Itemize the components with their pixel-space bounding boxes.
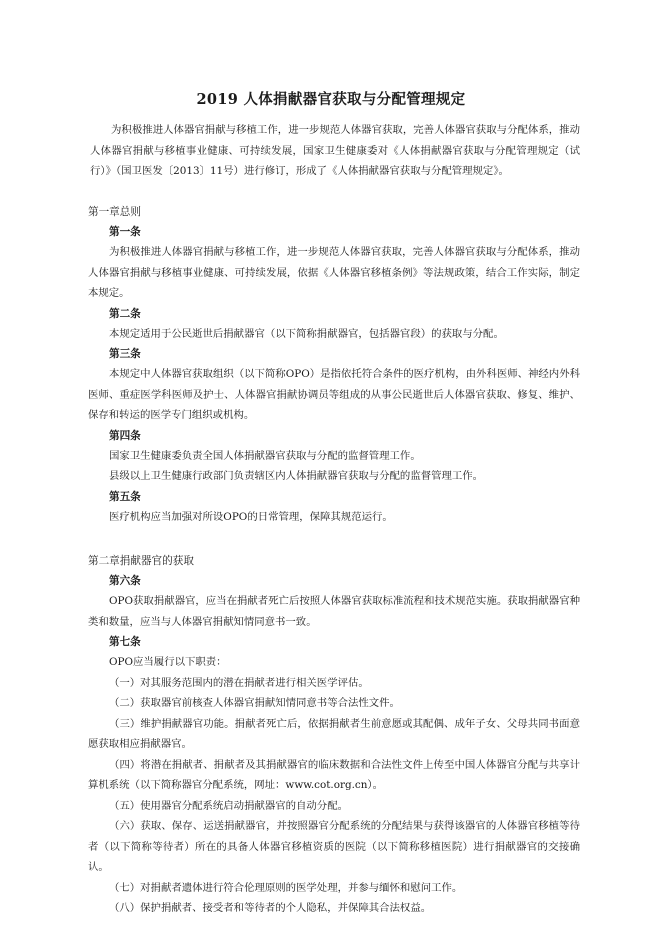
list-item: （七）对捐献者遗体进行符合伦理原则的医学处理，并参与缅怀和慰问工作。 xyxy=(109,881,463,894)
article-label: 第一条 xyxy=(109,226,141,238)
article-paragraph: OPO获取捐献器官，应当在捐献者死亡后按照人体器官获取标准流程和技术规范实施。获取捐献器官种类和数量，应当与人体器官捐献知情同意书一致。 xyxy=(88,595,580,628)
article-label: 第四条 xyxy=(109,429,141,442)
article-paragraph: 医疗机构应当加强对所设OPO的日常管理，保障其规范运行。 xyxy=(109,510,393,523)
article-paragraph: 国家卫生健康委负责全国人体捐献器官获取与分配的监督管理工作。 xyxy=(109,449,421,462)
article-paragraph: 为积极推进人体器官捐献与移植工作，进一步规范人体器官获取，完善人体器官获取与分配体系，推动人体器官捐献与移植事业健康、可持续发展，依据《人体器官移植条例》等法规政策，结合工作实际，制定本规定。 xyxy=(88,246,580,299)
article-paragraph: 本规定中人体器官获取组织（以下简称OPO）是指依托符合条件的医疗机构，由外科医师、神经内外科医师、重症医学科医师及护士、人体器官捐献协调员等组成的从事公民逝世后人体器官获取、修复、维护、保存和转运的医学专门组织或机构。 xyxy=(88,368,580,421)
chapter-heading: 第二章捐献器官的获取 xyxy=(88,555,194,567)
article-label: 第五条 xyxy=(109,490,141,503)
article-label: 第七条 xyxy=(109,636,141,648)
list-item: （三）维护捐献器官功能。捐献者死亡后，依据捐献者生前意愿或其配偶、成年子女、父母共同书面意愿获取相应捐献器官。 xyxy=(88,717,580,750)
list-item: （五）使用器官分配系统启动捐献器官的自动分配。 xyxy=(109,799,348,812)
article-label: 第二条 xyxy=(109,307,141,320)
list-item: （一）对其服务范围内的潜在捐献者进行相关医学评估。 xyxy=(109,676,369,689)
article-paragraph: 本规定适用于公民逝世后捐献器官（以下简称捐献器官，包括器官段）的获取与分配。 xyxy=(109,327,504,340)
document-title: 2019 人体捐献器官获取与分配管理规定 xyxy=(196,91,466,108)
article-label: 第三条 xyxy=(109,348,141,360)
list-item: （四）将潜在捐献者、捐献者及其捐献器官的临床数据和合法性文件上传至中国人体器官分配与共享计算机系统（以下简称器官分配系统，网址：www.cot.org.cn）。 xyxy=(88,758,580,791)
list-item: （八）保护捐献者、接受者和等待者的个人隐私，并保障其合法权益。 xyxy=(109,902,432,914)
document-body xyxy=(88,202,580,919)
intro-paragraph: 为积极推进人体器官捐献与移植工作，进一步规范人体器官获取，完善人体器官获取与分配体系，推动人体器官捐献与移植事业健康、可持续发展，国家卫生健康委对《人体捐献器官获取与分配管理规定（试行）》（国卫医发〔2013〕11号）进行修订，形成了《人体捐献器官获取与分配管理规定》。 xyxy=(90,124,580,177)
article-paragraph: OPO应当履行以下职责： xyxy=(109,656,227,668)
article-paragraph: 县级以上卫生健康行政部门负责辖区内人体捐献器官获取与分配的监督管理工作。 xyxy=(109,470,484,482)
list-item: （二）获取器官前核查人体器官捐献知情同意书等合法性文件。 xyxy=(109,697,400,709)
list-item: （六）获取、保存、运送捐献器官，并按照器官分配系统的分配结果与获得该器官的人体器官移植等待者（以下简称等待者）所在的具备人体器官移植资质的医院（以下简称移植医院）进行捐献器官的交接确认。 xyxy=(88,820,580,873)
article-label: 第六条 xyxy=(109,575,141,587)
chapter-heading: 第一章总则 xyxy=(88,206,141,218)
